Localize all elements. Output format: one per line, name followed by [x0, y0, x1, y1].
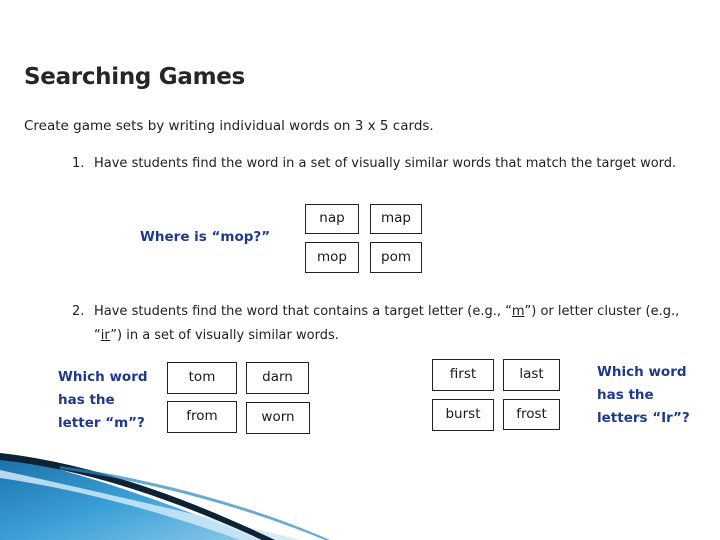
card-frost: frost [503, 399, 560, 430]
target-cluster-ir: ir [100, 328, 111, 343]
intro-text: Create game sets by writing individual words on 3 x 5 cards. [24, 118, 434, 134]
item-2-text-b: ”) or letter cluster (e.g., [524, 304, 680, 319]
item-2-text-c: “ [94, 328, 101, 343]
left-question-line: has the [58, 392, 115, 408]
card-tom: tom [167, 362, 237, 394]
card-from: from [167, 401, 237, 433]
item-1 [72, 156, 676, 171]
item-2-line-2 [94, 328, 339, 343]
right-question-line: Which word [597, 364, 687, 380]
page-title: Searching Games [24, 64, 245, 90]
item-1-number: 1. [72, 156, 85, 171]
item-2-left-question [58, 366, 148, 435]
item-1-text: Have students find the word in a set of visually similar words that match the target word. [94, 156, 677, 171]
card-first: first [432, 359, 494, 391]
left-question-line: letter “m”? [58, 415, 145, 431]
card-map: map [370, 204, 422, 234]
card-darn: darn [246, 362, 309, 394]
item-2-number: 2. [72, 304, 85, 319]
right-question-line: has the [597, 387, 654, 403]
item-1-question: Where is “mop?” [140, 229, 271, 245]
item-2-text-a: Have students find the word that contains a target letter (e.g., “ [94, 304, 512, 319]
item-2-text-d: ”) in a set of visually similar words. [110, 328, 339, 343]
right-question-line: letters “Ir”? [597, 410, 690, 426]
card-burst: burst [432, 399, 494, 431]
card-last: last [503, 359, 560, 391]
item-2-line-1 [72, 304, 679, 319]
card-mop: mop [305, 242, 359, 273]
card-pom: pom [370, 242, 422, 273]
card-worn: worn [246, 402, 310, 434]
target-letter-m: m [511, 304, 525, 319]
item-2-right-question [597, 361, 690, 430]
card-nap: nap [305, 204, 359, 234]
left-question-line: Which word [58, 369, 148, 385]
